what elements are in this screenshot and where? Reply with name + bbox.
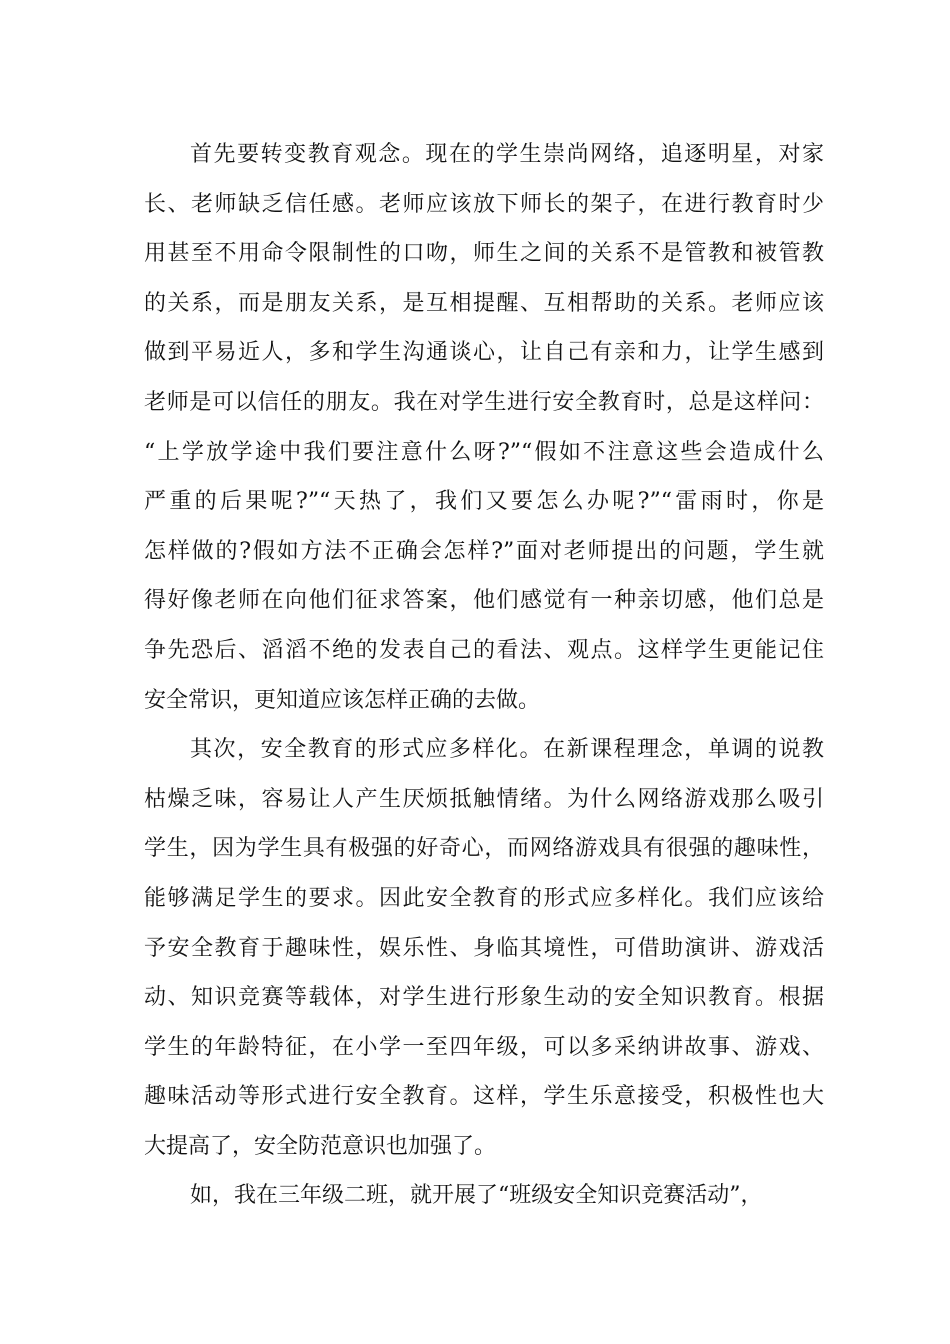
paragraph-2-line-1: 其次，安全教育的形式应多样化。在新课程理念，单调的说教 — [190, 737, 824, 763]
paragraph-2-line-8: 趣味活动等形式进行安全教育。这样，学生乐意接受，积极性也大 — [144, 1084, 824, 1110]
paragraph-1-line-1: 首先要转变教育观念。现在的学生崇尚网络，追逐明星，对家 — [190, 142, 824, 167]
paragraph-1-line-11: 争先恐后、滔滔不绝的发表自己的看法、观点。这样学生更能记住 — [144, 637, 824, 663]
paragraph-1-line-8: 严重的后果呢?”“天热了，我们又要怎么办呢?”“雷雨时，你是 — [144, 489, 824, 515]
paragraph-3-line-1: 如，我在三年级二班，就开展了“班级安全知识竞赛活动”， — [190, 1183, 763, 1209]
paragraph-2-line-2: 枯燥乏味，容易让人产生厌烦抵触情绪。为什么网络游戏那么吸引 — [144, 786, 824, 812]
paragraph-1-line-10: 得好像老师在向他们征求答案，他们感觉有一种亲切感，他们总是 — [144, 588, 824, 614]
paragraph-1-line-3: 用甚至不用命令限制性的口吻，师生之间的关系不是管教和被管教 — [144, 241, 824, 267]
paragraph-1-line-6: 老师是可以信任的朋友。我在对学生进行安全教育时，总是这样问： — [144, 389, 824, 415]
paragraph-1-line-4: 的关系，而是朋友关系，是互相提醒、互相帮助的关系。老师应该 — [144, 290, 824, 316]
paragraph-2-line-7: 学生的年龄特征，在小学一至四年级，可以多采纳讲故事、游戏、 — [144, 1034, 824, 1060]
paragraph-1-line-5: 做到平易近人，多和学生沟通谈心，让自己有亲和力，让学生感到 — [144, 340, 824, 366]
paragraph-1-line-12: 安全常识，更知道应该怎样正确的去做。 — [144, 687, 541, 713]
paragraph-1-line-2: 长、老师缺乏信任感。老师应该放下师长的架子，在进行教育时少 — [144, 191, 824, 217]
document-body — [144, 130, 824, 1221]
paragraph-1-line-7: “上学放学途中我们要注意什么呀?”“假如不注意这些会造成什么 — [144, 439, 824, 465]
paragraph-2-line-5: 予安全教育于趣味性，娱乐性、身临其境性，可借助演讲、游戏活 — [144, 935, 824, 961]
paragraph-2-line-4: 能够满足学生的要求。因此安全教育的形式应多样化。我们应该给 — [144, 885, 824, 911]
paragraph-1-line-9: 怎样做的?假如方法不正确会怎样?”面对老师提出的问题，学生就 — [144, 538, 824, 564]
paragraph-2-line-3: 学生，因为学生具有极强的好奇心，而网络游戏具有很强的趣味性， — [144, 836, 824, 862]
paragraph-2-line-6: 动、知识竞赛等载体，对学生进行形象生动的安全知识教育。根据 — [144, 985, 824, 1011]
paragraph-2-line-9: 大提高了，安全防范意识也加强了。 — [144, 1133, 497, 1159]
